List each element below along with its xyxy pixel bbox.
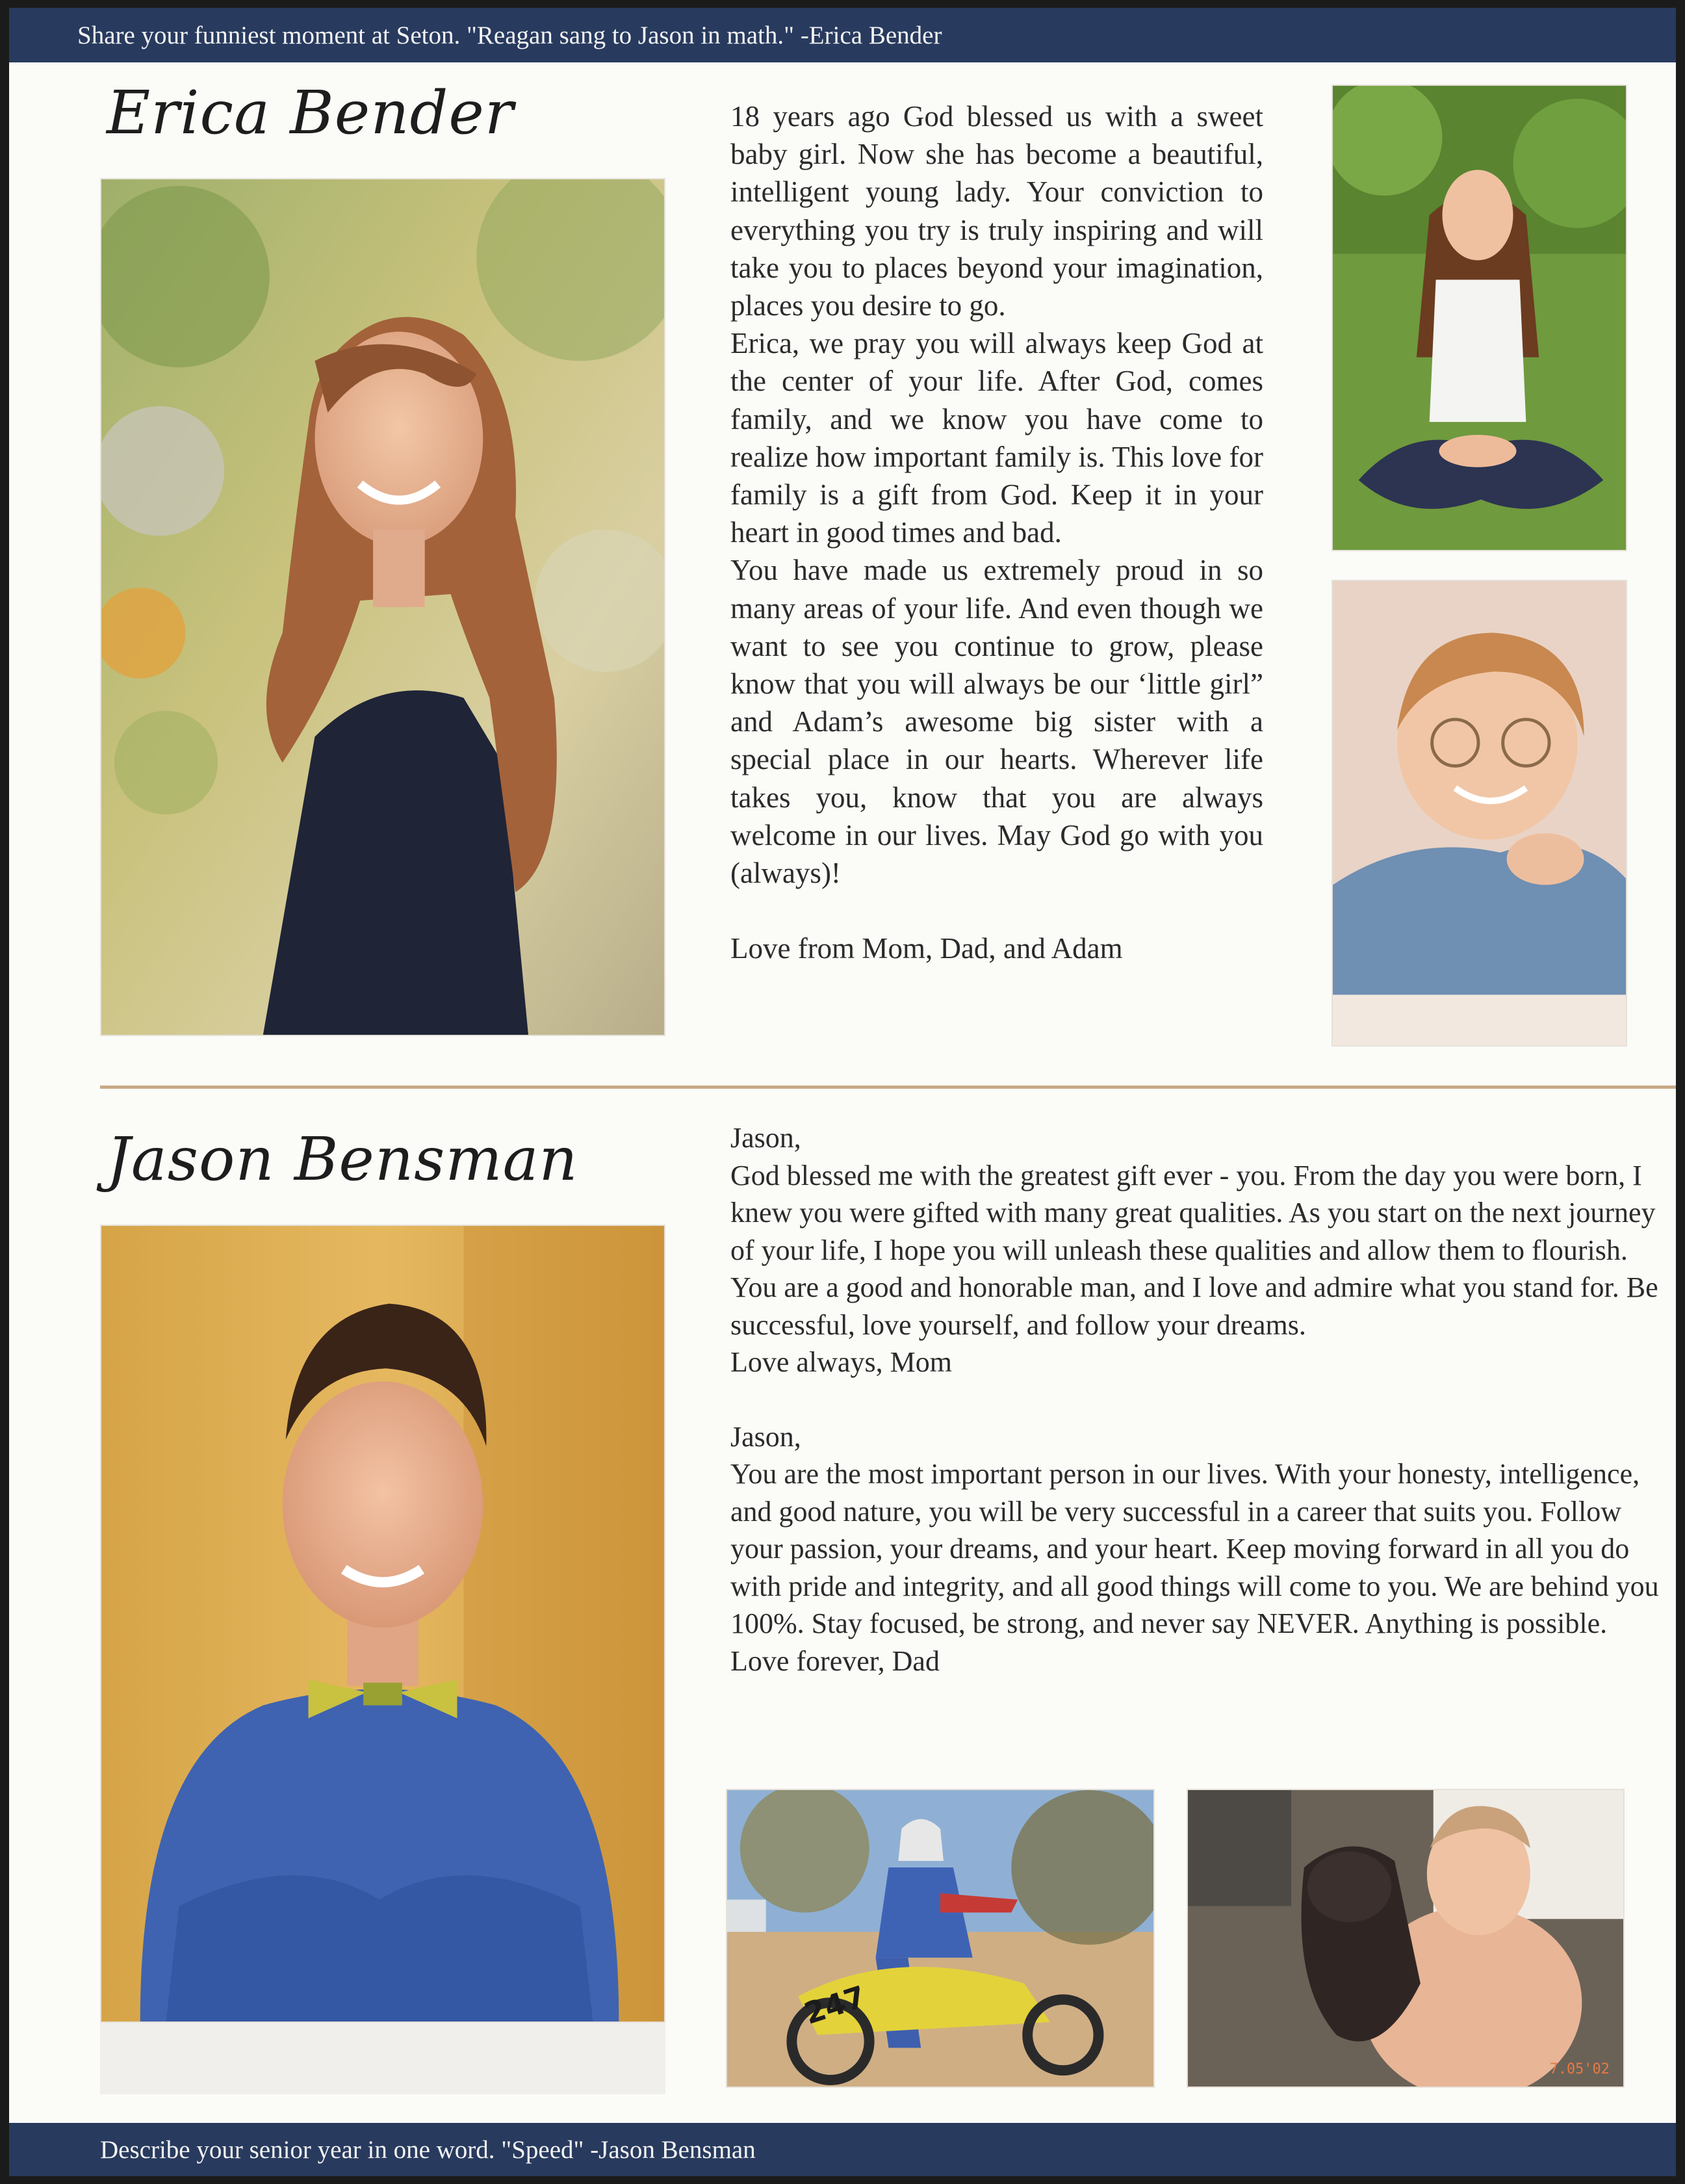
- mom-letter-body: God blessed me with the greatest gift ever - you. From the day you were born, I knew you were gifted with many great qualities. As you start on the next journey of your life, I hope you will unleash these qualities and allow them to flourish. You are a good and honorable man, and I love and admire what you stand for. Be successful, love yourself, and follow your dreams.: [730, 1159, 1658, 1341]
- dad-letter-greeting: Jason,: [730, 1420, 801, 1453]
- erica-paragraph: 18 years ago God blessed us with a sweet baby girl. Now she has become a beautiful, intelligent young lady. Your conviction to everything you try is truly inspiring and will take you to places beyond your imagination, places you desire to go.: [730, 100, 1263, 322]
- erica-childhood-photo: [1331, 580, 1627, 1046]
- erica-name-heading: Erica Bender: [107, 78, 514, 148]
- bottom-banner: [9, 2123, 1676, 2176]
- erica-paragraph: You have made us extremely proud in so many areas of your life. And even though we want to see you continue to grow, please know that you will always be our ‘little girl” and Adam’s awesome big sister with a special place in our hearts. Wherever life takes you, know that you are always welcome in our lives. May God go with you (always)!: [730, 554, 1263, 890]
- bike-number-plate: 247: [800, 1979, 870, 2031]
- erica-seated-photo: [1331, 84, 1627, 551]
- jason-name-heading: Jason Bensman: [107, 1124, 578, 1194]
- top-banner-text: Share your funniest moment at Seton. "Reagan sang to Jason in math." -Erica Bender: [77, 21, 942, 49]
- jason-portrait-photo: [100, 1225, 665, 2023]
- mom-letter-closing: Love always, Mom: [730, 1346, 952, 1378]
- erica-letter: [730, 98, 1263, 967]
- erica-signature: Love from Mom, Dad, and Adam: [730, 932, 1123, 965]
- erica-paragraph: Erica, we pray you will always keep God at the center of your life. After God, comes family, and we know you have come to realize how important family is. This love for family is a gift from God. Keep it in your heart in good times and bad.: [730, 327, 1263, 549]
- section-divider: [100, 1086, 1676, 1089]
- dad-letter-body: You are the most important person in our lives. With your honesty, intelligence, and good nature, you will be very successful in a career that suits you. Follow your passion, your dreams, and your heart. Keep moving forward in all you do with pride and integrity, and all good things will come to you. We are behind you 100%. Stay focused, be strong, and never say NEVER. Anything is possible.: [730, 1458, 1659, 1639]
- mom-letter-greeting: Jason,: [730, 1122, 801, 1154]
- top-banner: [9, 8, 1676, 62]
- dad-letter-closing: Love forever, Dad: [730, 1644, 940, 1677]
- jason-motocross-photo: [726, 1789, 1155, 2088]
- jason-puppy-photo: [1187, 1789, 1625, 2088]
- photo-date-stamp: 7.05'02: [1549, 2061, 1610, 2078]
- jason-letters: [730, 1119, 1666, 1680]
- yearbook-page: [9, 8, 1676, 2176]
- erica-portrait-photo: [100, 178, 665, 1036]
- bottom-banner-text: Describe your senior year in one word. "Speed" -Jason Bensman: [100, 2135, 756, 2164]
